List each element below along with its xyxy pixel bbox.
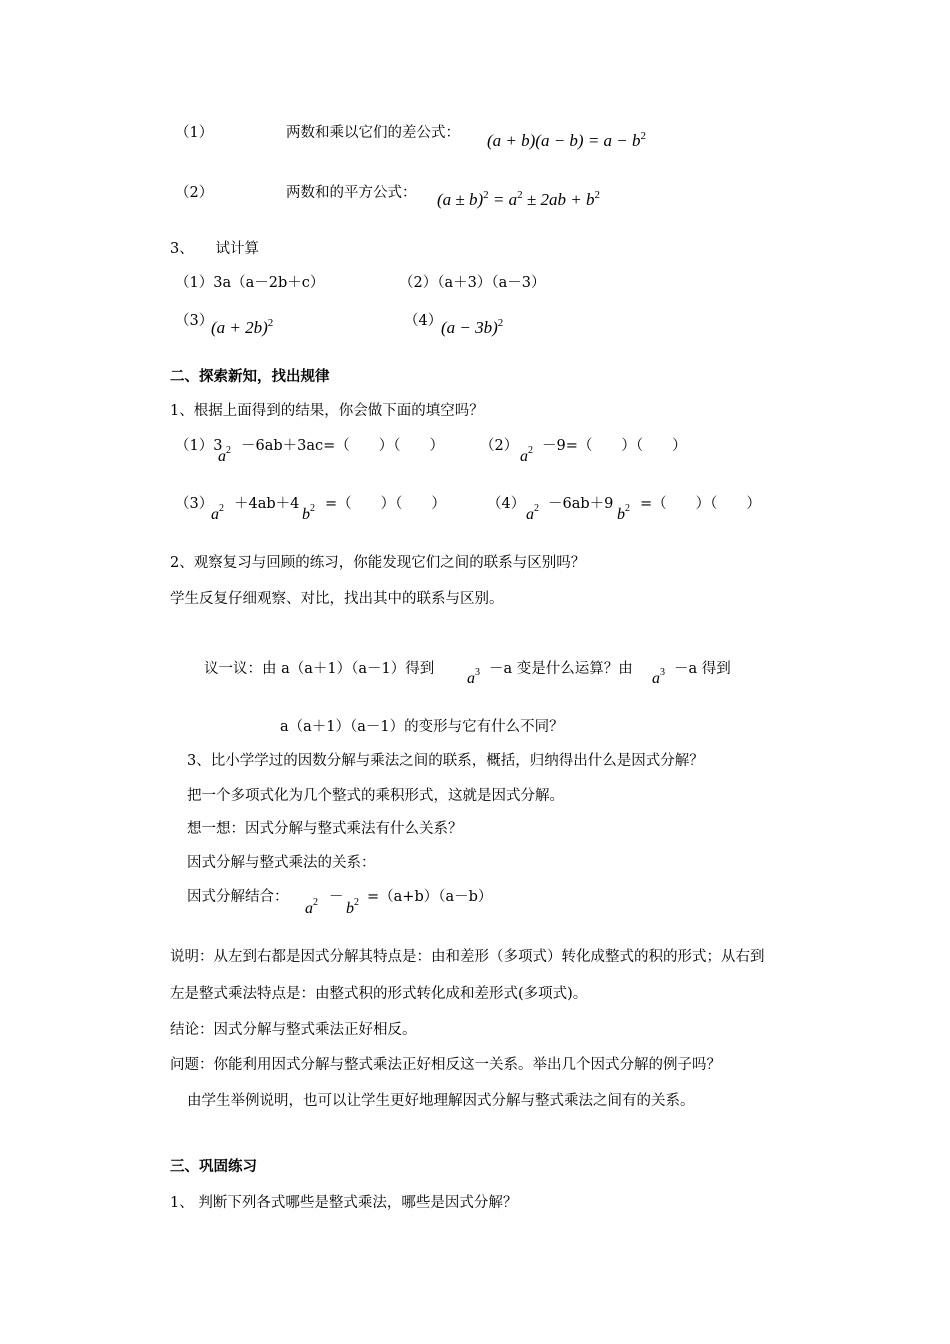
- try-calc-problem-1: （1）3a（a－2b＋c）: [175, 275, 325, 291]
- combine-var-b: $b^2$: [346, 897, 359, 917]
- try-calc-problem-4-expression: $(a - 3b)^2$: [441, 317, 504, 337]
- fill-2-var: $a^2$: [520, 445, 533, 465]
- fill-3-rest: =（ ）（ ）: [325, 496, 446, 512]
- formula-2-expression: $(a \pm b)^2 = a^2 \pm 2ab + b^2$: [437, 189, 600, 209]
- fill-2-rest: －9=（ ）（ ）: [542, 438, 687, 454]
- try-calc-problem-3-expression: $(a + 2b)^2$: [211, 317, 274, 337]
- combine-var-a: $a^2$: [305, 897, 318, 917]
- fill-1-var: $a^2$: [218, 445, 231, 465]
- fill-3-var-a: $a^2$: [211, 503, 224, 523]
- conclusion: 结论：因式分解与整式乘法正好相反。: [170, 1022, 417, 1038]
- think-question: 想一想：因式分解与整式乘法有什么关系？: [187, 821, 463, 837]
- try-calc-heading: 3、 试计算: [170, 241, 259, 257]
- formula-1-expression: $(a + b)(a - b) = a - b^2$: [487, 130, 647, 150]
- formula-2-number: （2）: [175, 185, 214, 201]
- formula-1-number: （1）: [175, 125, 214, 141]
- student-examples: 由学生举例说明，也可以让学生更好地理解因式分解与整式乘法之间有的关系。: [187, 1093, 695, 1109]
- discuss-part-3: －a 得到: [674, 661, 731, 677]
- factorization-definition: 把一个多项式化为几个整式的乘积形式，这就是因式分解。: [187, 788, 564, 804]
- formula-2-label: 两数和的平方公式：: [286, 185, 417, 201]
- explanation-line-1: 说明：从左到右都是因式分解其特点是：由和差形（多项式）转化成整式的积的形式；从右到: [170, 949, 765, 965]
- fill-3-middle: ＋4ab＋4: [234, 496, 300, 512]
- combine-minus: －: [329, 889, 344, 905]
- discuss-var-2: $a^3$: [652, 667, 665, 687]
- fill-4-var-b: $b^2$: [617, 503, 630, 523]
- fill-1-rest: －6ab＋3ac=（ ）（ ）: [241, 438, 445, 454]
- fill-2-prefix: （2）: [480, 438, 519, 454]
- fill-4-middle: －6ab＋9: [548, 496, 614, 512]
- section-2-question-3: 3、比小学学过的因数分解与乘法之间的联系，概括，归纳得出什么是因式分解？: [187, 753, 704, 769]
- relation-heading: 因式分解与整式乘法的关系：: [187, 855, 376, 871]
- section-3-question-1: 1、 判断下列各式哪些是整式乘法，哪些是因式分解？: [170, 1195, 518, 1211]
- section-2-question-2: 2、观察复习与回顾的练习，你能发现它们之间的联系与区别吗？: [170, 555, 586, 571]
- section-3-title: 三、巩固练习: [170, 1159, 257, 1175]
- try-calc-problem-2: （2）（a＋3）（a－3）: [399, 275, 546, 291]
- combine-label: 因式分解结合：: [187, 889, 289, 905]
- fill-4-var-a: $a^2$: [526, 503, 539, 523]
- section-2-question-1: 1、根据上面得到的结果，你会做下面的填空吗？: [170, 403, 484, 419]
- question: 问题：你能利用因式分解与整式乘法正好相反这一关系。举出几个因式分解的例子吗？: [170, 1057, 721, 1073]
- section-2-title: 二、探索新知，找出规律: [170, 369, 330, 385]
- combine-rhs: =（a+b）（a－b）: [367, 889, 493, 905]
- try-calc-problem-3-number: （3）: [175, 313, 214, 329]
- fill-3-var-b: $b^2$: [302, 503, 315, 523]
- fill-4-rest: =（ ）（ ）: [640, 496, 761, 512]
- discuss-part-2: －a 变是什么运算？由: [489, 661, 633, 677]
- discuss-part-4: a（a＋1）（a－1）的变形与它有什么不同？: [280, 719, 564, 735]
- try-calc-problem-4-number: （4）: [404, 313, 443, 329]
- formula-1-label: 两数和乘以它们的差公式：: [286, 125, 460, 141]
- discuss-var-1: $a^3$: [467, 667, 480, 687]
- explanation-line-2: 左是整式乘法特点是：由整式积的形式转化成和差形式(多项式)。: [170, 986, 588, 1002]
- discuss-part-1: 议一议：由 a（a＋1）（a－1）得到: [204, 661, 435, 677]
- section-2-answer-2: 学生反复仔细观察、对比，找出其中的联系与区别。: [170, 591, 504, 607]
- fill-4-prefix: （4）: [487, 496, 526, 512]
- fill-1-prefix: （1）3: [175, 438, 223, 454]
- fill-3-prefix: （3）: [175, 496, 214, 512]
